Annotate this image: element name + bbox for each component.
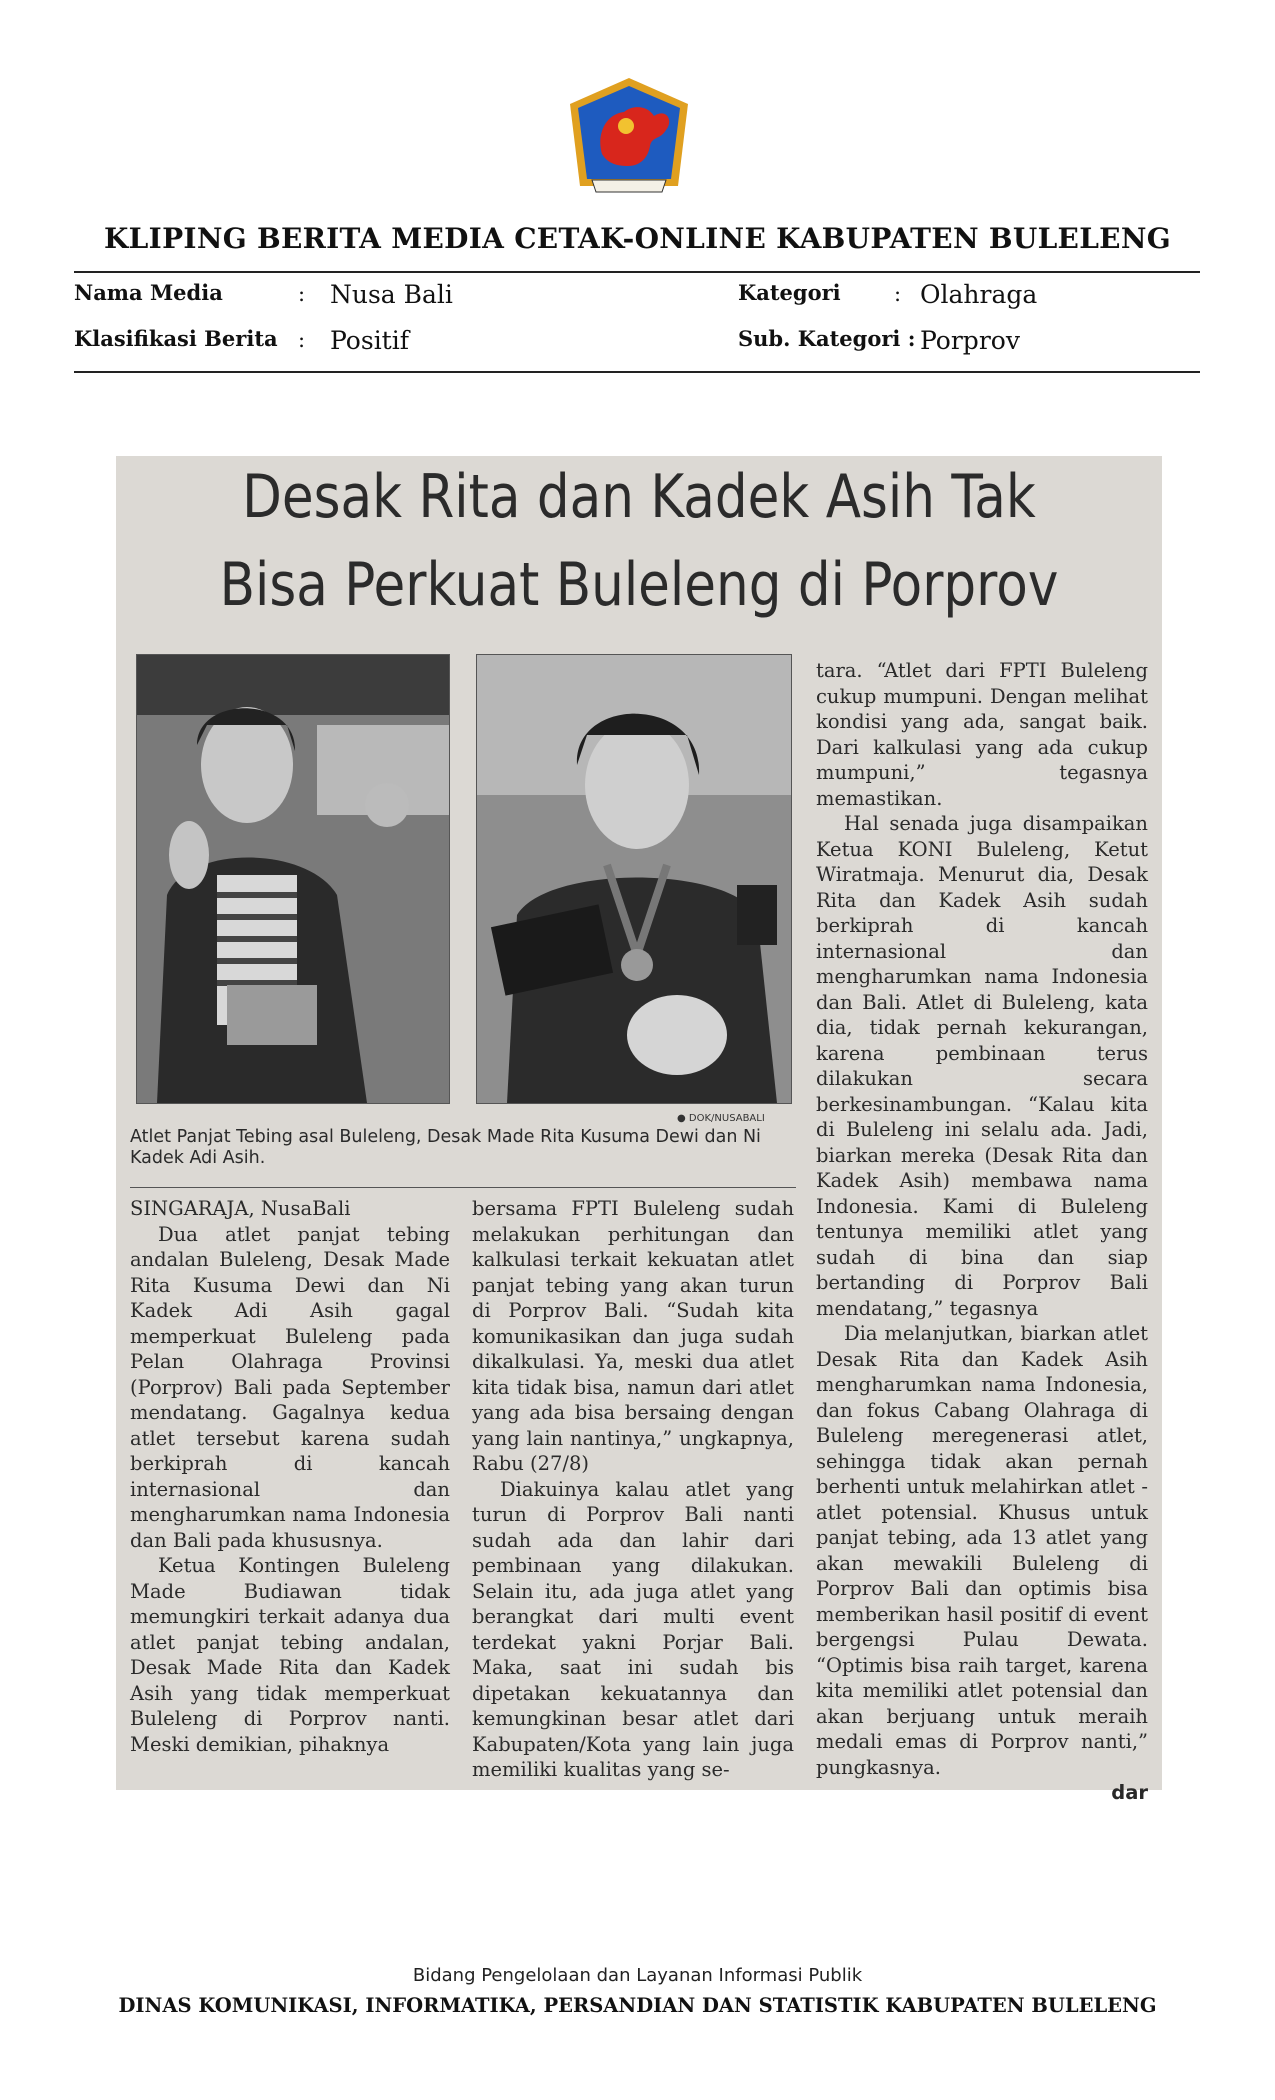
- paragraph: tara. “Atlet dari FPTI Buleleng cukup mumpuni. Dengan melihat kondisi yang ada, sangat baik. Dari kalkulasi yang ada cukup mumpuni,” tegasnya memastikan.: [816, 659, 1148, 810]
- kategori-label: Kategori: [738, 280, 841, 305]
- photo-credit: ● DOK/NUSABALI: [677, 1113, 765, 1124]
- footer-agency: DINAS KOMUNIKASI, INFORMATIKA, PERSANDIAN DAN STATISTIK KABUPATEN BULELENG: [118, 1994, 1157, 2017]
- caption-rule: [130, 1187, 796, 1188]
- news-clipping: [116, 456, 1162, 1804]
- header-bottom-rule: [74, 371, 1200, 373]
- photo-kadek-asih: [476, 654, 792, 1104]
- paragraph: Hal senada juga disampaikan Ketua KONI Buleleng, Ketut Wiratmaja. Menurut dia, Desak Rita dan Kadek Asih sudah berkiprah di kancah internasional dan mengharumkan nama Indonesia dan Bali. Atlet di Buleleng, kata dia, tidak pernah kekurangan, karena pembinaan terus dilakukan secara berkesinambungan. “Kalau kita di Buleleng ini selalu ada. Jadi, biarkan mereka (Desak Rita dan Kadek Asih) membawa nama Indonesia. Kami di Buleleng tentunya memiliki atlet yang sudah di bina dan siap bertanding di Porprov Bali mendatang,” tegasnya: [816, 812, 1148, 1320]
- paragraph: bersama FPTI Buleleng sudah melakukan perhitungan dan kalkulasi terkait kekuatan atlet panjat tebing yang akan turun di Porprov Bali. “Sudah kita komunikasikan dan juga sudah dikalkulasi. Ya, meski dua atlet kita tidak bisa, namun dari atlet yang ada bisa bersaing dengan yang lain nantinya,” ungkapnya, Rabu (27/8): [472, 1197, 794, 1475]
- sub-kategori-label: Sub. Kategori :: [738, 326, 916, 351]
- dateline: SINGARAJA, NusaBali: [130, 1197, 351, 1220]
- meta-colon: :: [298, 282, 306, 306]
- paragraph: Dua atlet panjat tebing andalan Buleleng, Desak Made Rita Kusuma Dewi dan Ni Kadek Adi Asih gagal memperkuat Buleleng pada Pelan Olahraga Provinsi (Porprov) Bali pada September mendatang. Gagalnya kedua atlet tersebut karena sudah berkiprah di kancah internasional dan mengharumkan nama Indonesia dan Bali pada khususnya.: [130, 1222, 450, 1552]
- paragraph: Diakuinya kalau atlet yang turun di Porprov Bali nanti sudah ada dan lahir dari pembinaan yang dilakukan. Selain itu, ada juga atlet yang berangkat dari multi event terdekat yakni Porjar Bali. Maka, saat ini sudah bis dipetakan kekuatannya dan kemungkinan besar atlet dari Kabupaten/Kota yang lain juga memiliki kualitas yang se-: [472, 1477, 794, 1781]
- nama-media-label: Nama Media: [74, 280, 223, 305]
- kategori-value: Olahraga: [920, 280, 1038, 309]
- photo-desak-rita: [136, 654, 450, 1104]
- meta-colon: :: [298, 328, 306, 352]
- footer-department: Bidang Pengelolaan dan Layanan Informasi Publik: [412, 1965, 863, 1986]
- photo-caption: Atlet Panjat Tebing asal Buleleng, Desak Made Rita Kusuma Dewi dan Ni Kadek Adi Asih.: [130, 1127, 761, 1168]
- clipping-title: KLIPING BERITA MEDIA CETAK-ONLINE KABUPATEN BULELENG: [104, 222, 1171, 255]
- klasifikasi-value: Positif: [330, 326, 409, 355]
- paragraph: Ketua Kontingen Buleleng Made Budiawan tidak memungkiri terkait adanya dua atlet panjat tebing andalan, Desak Made Rita dan Kadek Asih yang tidak memperkuat Buleleng di Porprov nanti. Meski demikian, pihaknya: [130, 1554, 450, 1756]
- article-column-1: [130, 1196, 450, 1757]
- regency-logo: [562, 74, 696, 202]
- author-byline: dar: [1111, 1781, 1148, 1804]
- header-top-rule: [74, 271, 1200, 273]
- klasifikasi-label: Klasifikasi Berita: [74, 326, 278, 351]
- paragraph: Dia melanjutkan, biarkan atlet Desak Rita dan Kadek Asih mengharumkan nama Indonesia, dan fokus Cabang Olahraga di Buleleng meregenerasi atlet, sehingga tidak akan pernah berhenti untuk melahirkan atlet - atlet potensial. Khusus untuk panjat tebing, ada 13 atlet yang akan mewakili Buleleng di Porprov Bali dan optimis bisa memberikan hasil positif di event bergengsi Pulau Dewata. “Optimis bisa raih target, karena kita memiliki atlet potensial dan akan berjuang untuk meraih medali emas di Porprov nanti,” pungkasnya.: [816, 1322, 1148, 1779]
- nama-media-value: Nusa Bali: [330, 280, 453, 309]
- sub-kategori-value: Porprov: [920, 326, 1020, 355]
- meta-colon: :: [894, 282, 902, 306]
- article-column-3: [816, 658, 1148, 1806]
- headline-line1: Desak Rita dan Kadek Asih Tak: [242, 462, 1036, 532]
- headline-line2: Bisa Perkuat Buleleng di Porprov: [219, 550, 1059, 620]
- article-column-2: [472, 1196, 794, 1783]
